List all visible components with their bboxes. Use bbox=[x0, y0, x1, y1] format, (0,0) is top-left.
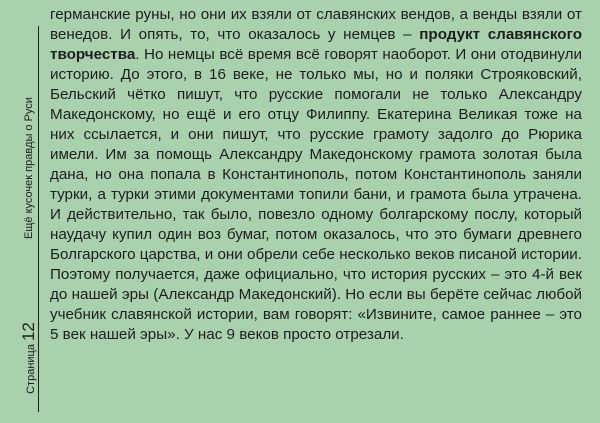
body-text-start: германские руны, но они их взяли от славянских вендов, а венды взяли от венедов. И опять, то, что оказалось у немцев – bbox=[50, 6, 582, 43]
book-title: Ещё кусочек правды о Руси bbox=[23, 97, 35, 239]
body-text-end: . Но немцы всё время всё говорят наоборот. И они отодвинули историю. До этого, в 16 веке, не только мы, но и поляки Строяковский, Бельский чётко пишут, что русские помогали не только Александру Македонскому, но ещё и его отцу Филиппу. Екатерина Великая тоже на них ссылается, и они пишут, что русские грамоту задолго до Рюрика имели. Им за помощь Александру Македонскому грамота золотая была дана, но она попала в Константинополь, потом Константинополь заняли турки, а турки этими документами топили бани, и грамота была утрачена. И действительно, так было, повезло одному болгарскому послу, который наудачу купил один воз бумаг, потом оказалось, что это бумаги древнего Болгарского царства, и они обрели себе несколько веков писаной истории. Поэтому получается, даже официально, что история русских – это 4-й век до нашей эры (Александр Македонский). Но если вы берёте сейчас любой учебник славянской истории, вам говорят: «Извините, самое раннее – это 5 век нашей эры». У нас 9 веков просто отрезали. bbox=[50, 46, 582, 343]
margin-divider bbox=[38, 26, 39, 412]
page-number: 12 bbox=[19, 322, 38, 342]
page-word: Страница bbox=[25, 344, 37, 394]
bold-phrase: продукт славянского творчества bbox=[50, 26, 582, 63]
body-paragraph bbox=[50, 5, 582, 345]
page-margin bbox=[0, 0, 44, 423]
page-number-label bbox=[21, 322, 39, 394]
